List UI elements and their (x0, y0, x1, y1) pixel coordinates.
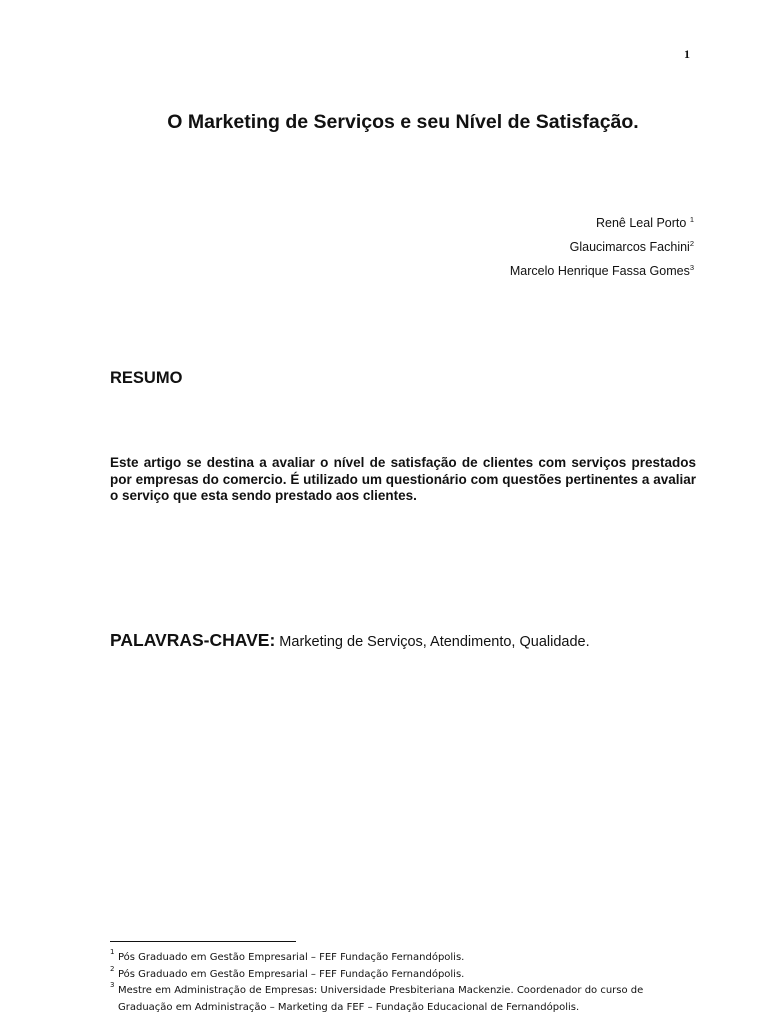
author-line (510, 211, 694, 235)
keywords-text: Marketing de Serviços, Atendimento, Qualidade. (275, 634, 590, 650)
author-name: Marcelo Henrique Fassa Gomes (509, 264, 690, 278)
document-title: O Marketing de Serviços e seu Nível de Satisfação. (167, 111, 639, 133)
footnotes (110, 950, 690, 1016)
footnote (110, 964, 690, 984)
abstract-paragraph: Este artigo se destina a avaliar o nível de satisfação de clientes com serviços prestados por empresas do comercio. É utilizado um questionário com questões pertinentes a avaliar o serviço que esta sendo prestado aos clientes. (110, 455, 696, 503)
author-footnote-mark: 1 (689, 215, 694, 224)
author-line (510, 259, 694, 283)
footnote-separator (110, 941, 296, 942)
footnote (110, 983, 690, 1016)
author-name: Glaucimarcos Fachini (569, 240, 690, 254)
author-line (510, 235, 694, 259)
footnote-text: Pós Graduado em Gestão Empresarial – FEF Fundação Fernandópolis. (118, 968, 465, 980)
footnote-text: Mestre em Administração de Empresas: Universidade Presbiteriana Mackenzie. Coordenador do curso de Graduação em Administração – Marketing da FEF – Fundação Educacional de Fernandópolis. (118, 985, 644, 1013)
author-footnote-mark: 2 (689, 239, 694, 248)
page-number: 1 (684, 47, 690, 61)
abstract-heading: RESUMO (110, 369, 183, 387)
footnote-mark: 3 (110, 981, 115, 989)
author-list (510, 211, 694, 283)
keywords-line (110, 630, 590, 651)
keywords-label: PALAVRAS-CHAVE: (110, 630, 276, 650)
footnote-text: Pós Graduado em Gestão Empresarial – FEF Fundação Fernandópolis. (118, 952, 465, 963)
author-name: Renê Leal Porto (596, 216, 687, 230)
footnote-mark: 2 (110, 964, 115, 973)
author-footnote-mark: 3 (689, 263, 694, 272)
footnote-mark: 1 (110, 948, 115, 956)
footnote (110, 950, 690, 967)
